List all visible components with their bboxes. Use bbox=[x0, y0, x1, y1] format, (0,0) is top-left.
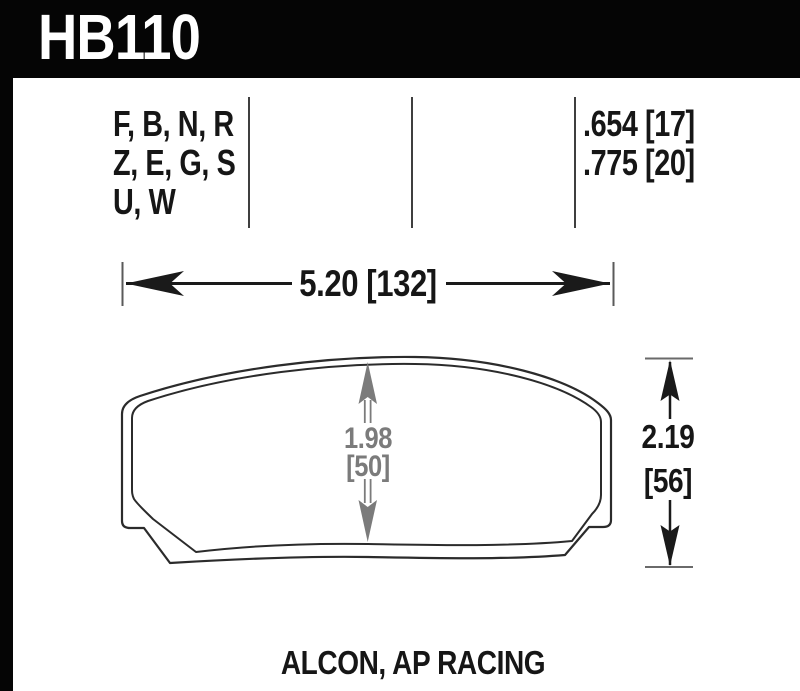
height-label-inches: 2.19 bbox=[641, 418, 695, 455]
pad-thickness-line-2: .775 [20] bbox=[583, 142, 695, 183]
header-bar bbox=[0, 0, 800, 78]
pad-thickness-line-1: .654 [17] bbox=[583, 103, 695, 144]
compound-codes bbox=[113, 104, 235, 221]
part-number: HB110 bbox=[38, 1, 201, 73]
table-divider-1 bbox=[248, 97, 250, 228]
height-label-mm: [56] bbox=[643, 462, 693, 499]
application-caption: ALCON, AP RACING bbox=[280, 644, 546, 681]
center-height-label-mm: [50] bbox=[346, 450, 390, 483]
width-dimension-label: 5.20 [132] bbox=[299, 263, 437, 304]
center-height-label-inches: 1.98 bbox=[344, 422, 392, 455]
pad-thickness-values bbox=[583, 104, 695, 182]
table-divider-3 bbox=[574, 97, 576, 228]
compound-codes-line-2: Z, E, G, S bbox=[113, 142, 236, 183]
table-divider-2 bbox=[411, 97, 413, 228]
compound-codes-line-1: F, B, N, R bbox=[113, 103, 234, 144]
compound-codes-line-3: U, W bbox=[113, 181, 176, 222]
